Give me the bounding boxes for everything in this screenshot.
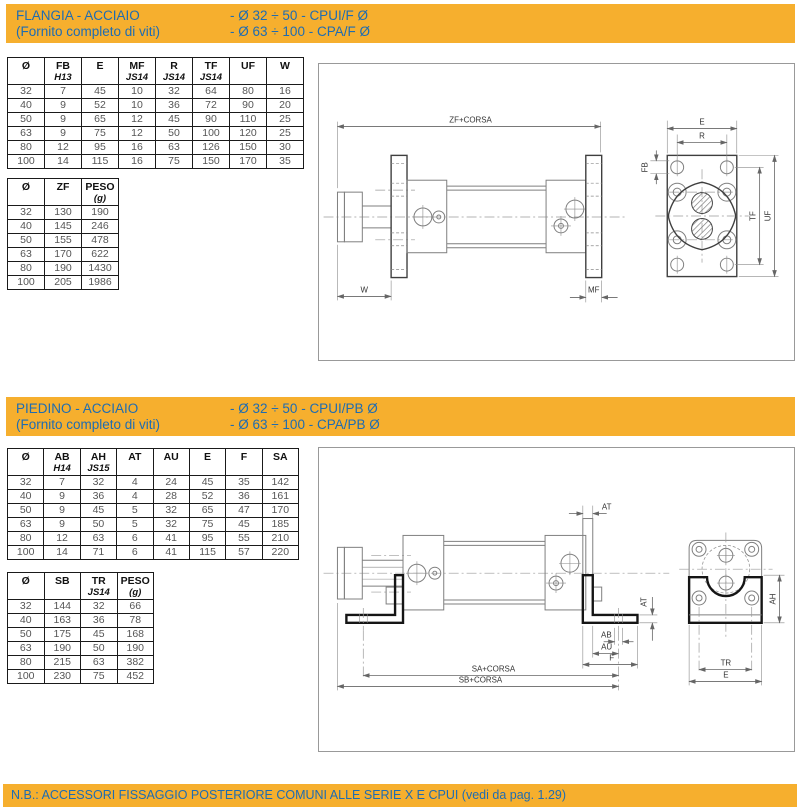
- table-cell: 12: [119, 127, 156, 141]
- table-cell: 63: [8, 127, 45, 141]
- table-row: [8, 155, 304, 169]
- table-cell: 6: [117, 532, 153, 546]
- table-cell: 52: [82, 99, 119, 113]
- column-header: AT: [117, 449, 153, 476]
- column-header: E: [82, 58, 119, 85]
- table-cell: 80: [8, 656, 45, 670]
- table-row: [8, 656, 154, 670]
- column-header: AB H14: [44, 449, 80, 476]
- column-header: W: [267, 58, 304, 85]
- column-header: PESO (g): [82, 179, 119, 206]
- table-row: [8, 141, 304, 155]
- dim-label-sb-corsa: SB+CORSA: [458, 675, 503, 685]
- table-row: [8, 248, 119, 262]
- table-cell: 382: [117, 656, 154, 670]
- table-cell: 622: [82, 248, 119, 262]
- table-cell: 168: [117, 628, 154, 642]
- table-cell: 45: [82, 85, 119, 99]
- table-cell: 230: [44, 670, 81, 684]
- table-row: [8, 504, 299, 518]
- table-row: [8, 490, 299, 504]
- table-cell: 155: [45, 234, 82, 248]
- table-cell: 16: [267, 85, 304, 99]
- table-cell: 32: [153, 504, 189, 518]
- table-cell: 32: [8, 476, 44, 490]
- flangia-title-band: [6, 4, 795, 43]
- table-cell: 40: [8, 99, 45, 113]
- table-cell: 63: [8, 642, 45, 656]
- table-cell: 12: [44, 532, 80, 546]
- header-row: [8, 449, 299, 476]
- dim-label-e: E: [723, 670, 729, 680]
- table-cell: 5: [117, 518, 153, 532]
- table-cell: 100: [8, 155, 45, 169]
- column-header: AH JS15: [80, 449, 116, 476]
- table-cell: 150: [193, 155, 230, 169]
- table-cell: 41: [153, 532, 189, 546]
- table-cell: 63: [8, 518, 44, 532]
- footer-note-text: N.B.: ACCESSORI FISSAGGIO POSTERIORE COMUNI ALLE SERIE X E CPUI (vedi da pag. 1.29): [11, 788, 567, 802]
- dim-label-e: E: [699, 117, 705, 127]
- table-cell: 25: [267, 127, 304, 141]
- header-row: [8, 573, 154, 600]
- flangia-title: FLANGIA - ACCIAIO: [16, 8, 140, 23]
- header-row: [8, 58, 304, 85]
- table-cell: 80: [8, 262, 45, 276]
- table-cell: 50: [8, 628, 45, 642]
- table-cell: 45: [80, 504, 116, 518]
- table-row: [8, 262, 119, 276]
- table-cell: 126: [193, 141, 230, 155]
- piedino-title-band: [6, 397, 795, 436]
- foot-end-view: [679, 532, 772, 636]
- dim-label-mf: MF: [588, 285, 600, 295]
- table-row: [8, 85, 304, 99]
- table-cell: 161: [262, 490, 298, 504]
- column-header: Ø: [8, 179, 45, 206]
- dim-label-ab: AB: [601, 630, 612, 640]
- column-header: SA: [262, 449, 298, 476]
- flangia-weight-table: [7, 178, 119, 290]
- table-cell: 170: [230, 155, 267, 169]
- table-row: [8, 642, 154, 656]
- column-header: FB H13: [45, 58, 82, 85]
- dim-label-zf-corsa: ZF+CORSA: [449, 115, 492, 125]
- column-header: ZF: [45, 179, 82, 206]
- table-cell: 65: [82, 113, 119, 127]
- table-row: [8, 234, 119, 248]
- dim-label-w: W: [360, 285, 369, 295]
- table-cell: 7: [45, 85, 82, 99]
- table-cell: 90: [230, 99, 267, 113]
- piedino-title: PIEDINO - ACCIAIO: [16, 401, 139, 416]
- dim-label-f: F: [609, 653, 615, 663]
- table-row: [8, 113, 304, 127]
- dim-label-fb: FB: [640, 162, 650, 173]
- table-cell: 220: [262, 546, 298, 560]
- dim-label-sa-corsa: SA+CORSA: [471, 664, 516, 674]
- table-cell: 95: [189, 532, 225, 546]
- table-cell: 32: [8, 85, 45, 99]
- footer-note-band: [3, 784, 797, 807]
- table-cell: 55: [226, 532, 262, 546]
- table-cell: 32: [156, 85, 193, 99]
- piedino-subtitle: (Fornito completo di viti): [16, 417, 161, 432]
- table-cell: 90: [193, 113, 230, 127]
- table-cell: 4: [117, 490, 153, 504]
- column-header: TF JS14: [193, 58, 230, 85]
- table-row: [8, 127, 304, 141]
- table-cell: 1986: [82, 276, 119, 290]
- column-header: AU: [153, 449, 189, 476]
- table-cell: 190: [44, 642, 81, 656]
- table-row: [8, 220, 119, 234]
- table-cell: 9: [45, 127, 82, 141]
- table-cell: 63: [156, 141, 193, 155]
- flangia-subtitle: (Fornito completo di viti): [16, 24, 161, 39]
- table-cell: 205: [45, 276, 82, 290]
- table-row: [8, 546, 299, 560]
- cylinder-side-view: [324, 519, 670, 631]
- column-header: PESO (g): [117, 573, 154, 600]
- table-cell: 75: [189, 518, 225, 532]
- table-row: [8, 614, 154, 628]
- table-cell: 10: [119, 85, 156, 99]
- table-cell: 95: [82, 141, 119, 155]
- flangia-drawing: [319, 64, 794, 360]
- piedino-range-2: - Ø 63 ÷ 100 - CPA/PB Ø: [230, 417, 380, 432]
- table-cell: 64: [193, 85, 230, 99]
- table-row: [8, 670, 154, 684]
- dim-label-r: R: [699, 131, 705, 141]
- table-cell: 50: [8, 113, 45, 127]
- column-header: F: [226, 449, 262, 476]
- piedino-dimensions: [337, 503, 784, 691]
- table-cell: 145: [45, 220, 82, 234]
- column-header: MF JS14: [119, 58, 156, 85]
- table-cell: 40: [8, 220, 45, 234]
- flangia-range-1: - Ø 32 ÷ 50 - CPUI/F Ø: [230, 8, 368, 23]
- table-row: [8, 628, 154, 642]
- table-cell: 215: [44, 656, 81, 670]
- piedino-dimensions-table: [7, 448, 299, 560]
- table-cell: 1430: [82, 262, 119, 276]
- table-cell: 50: [81, 642, 118, 656]
- table-cell: 5: [117, 504, 153, 518]
- table-cell: 9: [45, 113, 82, 127]
- table-cell: 35: [226, 476, 262, 490]
- table-cell: 16: [119, 155, 156, 169]
- dim-label-ah: AH: [768, 593, 778, 605]
- table-cell: 63: [81, 656, 118, 670]
- flange-front-view: [655, 155, 748, 276]
- table-cell: 175: [44, 628, 81, 642]
- flangia-dimensions-table: [7, 57, 304, 169]
- piedino-drawing-frame: [318, 447, 795, 752]
- table-cell: 32: [8, 600, 45, 614]
- column-header: TR JS14: [81, 573, 118, 600]
- dim-label-at-side: AT: [639, 597, 649, 607]
- table-cell: 9: [44, 490, 80, 504]
- table-cell: 75: [81, 670, 118, 684]
- table-cell: 246: [82, 220, 119, 234]
- table-cell: 66: [117, 600, 154, 614]
- table-cell: 36: [80, 490, 116, 504]
- table-cell: 4: [117, 476, 153, 490]
- table-cell: 20: [267, 99, 304, 113]
- table-cell: 100: [8, 670, 45, 684]
- table-cell: 12: [119, 113, 156, 127]
- table-row: [8, 518, 299, 532]
- table-cell: 72: [193, 99, 230, 113]
- header-row: [8, 179, 119, 206]
- table-cell: 40: [8, 614, 45, 628]
- table-cell: 52: [189, 490, 225, 504]
- table-cell: 10: [119, 99, 156, 113]
- table-cell: 16: [119, 141, 156, 155]
- dim-label-uf: UF: [763, 210, 773, 222]
- table-cell: 41: [153, 546, 189, 560]
- table-cell: 170: [262, 504, 298, 518]
- table-cell: 190: [45, 262, 82, 276]
- column-header: SB: [44, 573, 81, 600]
- table-cell: 32: [80, 476, 116, 490]
- table-row: [8, 99, 304, 113]
- table-cell: 100: [8, 546, 44, 560]
- table-cell: 32: [153, 518, 189, 532]
- table-cell: 9: [45, 99, 82, 113]
- table-row: [8, 600, 154, 614]
- table-cell: 9: [44, 504, 80, 518]
- dim-label-tf: TF: [748, 211, 758, 221]
- table-cell: 150: [230, 141, 267, 155]
- table-cell: 14: [45, 155, 82, 169]
- dim-label-at-top: AT: [601, 502, 612, 512]
- table-cell: 32: [8, 206, 45, 220]
- table-cell: 35: [267, 155, 304, 169]
- table-cell: 50: [80, 518, 116, 532]
- table-cell: 452: [117, 670, 154, 684]
- table-cell: 80: [8, 532, 44, 546]
- table-cell: 190: [82, 206, 119, 220]
- piedino-drawing: [319, 448, 794, 751]
- table-cell: 65: [189, 504, 225, 518]
- table-cell: 36: [156, 99, 193, 113]
- table-cell: 163: [44, 614, 81, 628]
- table-cell: 478: [82, 234, 119, 248]
- cylinder-side-view: [324, 155, 626, 277]
- table-cell: 7: [44, 476, 80, 490]
- column-header: Ø: [8, 449, 44, 476]
- table-cell: 6: [117, 546, 153, 560]
- table-row: [8, 532, 299, 546]
- table-cell: 45: [226, 518, 262, 532]
- table-row: [8, 476, 299, 490]
- table-cell: 80: [230, 85, 267, 99]
- table-cell: 115: [82, 155, 119, 169]
- table-cell: 25: [267, 113, 304, 127]
- table-cell: 170: [45, 248, 82, 262]
- table-cell: 14: [44, 546, 80, 560]
- piedino-weight-table: [7, 572, 154, 684]
- table-cell: 47: [226, 504, 262, 518]
- table-cell: 32: [81, 600, 118, 614]
- table-cell: 40: [8, 490, 44, 504]
- table-cell: 63: [8, 248, 45, 262]
- table-row: [8, 276, 119, 290]
- table-cell: 190: [117, 642, 154, 656]
- table-cell: 45: [156, 113, 193, 127]
- table-cell: 63: [80, 532, 116, 546]
- column-header: E: [189, 449, 225, 476]
- column-header: Ø: [8, 573, 45, 600]
- table-cell: 71: [80, 546, 116, 560]
- table-cell: 45: [81, 628, 118, 642]
- table-cell: 80: [8, 141, 45, 155]
- table-cell: 9: [44, 518, 80, 532]
- column-header: Ø: [8, 58, 45, 85]
- flangia-drawing-frame: [318, 63, 795, 361]
- table-cell: 24: [153, 476, 189, 490]
- table-cell: 30: [267, 141, 304, 155]
- table-cell: 57: [226, 546, 262, 560]
- table-cell: 50: [8, 234, 45, 248]
- table-cell: 75: [82, 127, 119, 141]
- table-cell: 120: [230, 127, 267, 141]
- table-cell: 115: [189, 546, 225, 560]
- piedino-range-1: - Ø 32 ÷ 50 - CPUI/PB Ø: [230, 401, 378, 416]
- table-cell: 185: [262, 518, 298, 532]
- table-cell: 12: [45, 141, 82, 155]
- table-cell: 142: [262, 476, 298, 490]
- dim-label-au: AU: [601, 642, 613, 652]
- flangia-dimensions: [337, 116, 778, 303]
- column-header: UF: [230, 58, 267, 85]
- table-cell: 36: [81, 614, 118, 628]
- flangia-range-2: - Ø 63 ÷ 100 - CPA/F Ø: [230, 24, 370, 39]
- table-cell: 130: [45, 206, 82, 220]
- table-cell: 78: [117, 614, 154, 628]
- column-header: R JS14: [156, 58, 193, 85]
- dim-label-tr: TR: [720, 658, 732, 668]
- table-cell: 50: [156, 127, 193, 141]
- table-cell: 45: [189, 476, 225, 490]
- table-cell: 210: [262, 532, 298, 546]
- table-cell: 100: [193, 127, 230, 141]
- table-cell: 28: [153, 490, 189, 504]
- table-cell: 100: [8, 276, 45, 290]
- rear-foot-bracket: [583, 575, 638, 623]
- table-cell: 50: [8, 504, 44, 518]
- table-cell: 36: [226, 490, 262, 504]
- table-cell: 144: [44, 600, 81, 614]
- table-row: [8, 206, 119, 220]
- table-cell: 75: [156, 155, 193, 169]
- table-cell: 110: [230, 113, 267, 127]
